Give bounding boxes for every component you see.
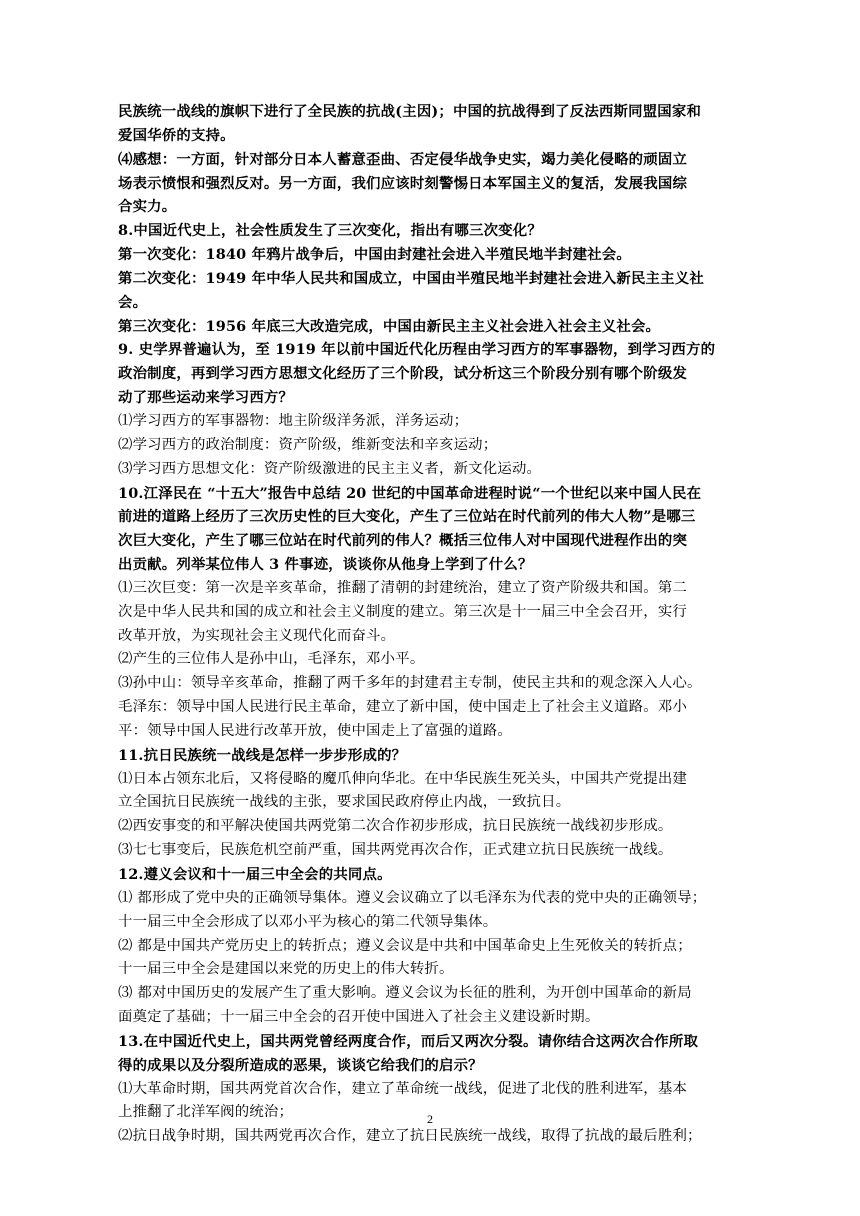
text-line: 第三次变化：1956 年底三大改造完成，中国由新民主主义社会进入社会主义社会。: [118, 317, 661, 335]
text-line: 前进的道路上经历了三次历史性的巨大变化，产生了三位站在时代前列的伟大人物”是哪三: [118, 508, 696, 526]
page-number: 2: [427, 1112, 433, 1126]
text-line: 第二次变化：1949 年中华人民共和国成立，中国由半殖民地半封建社会进入新民主主义社: [118, 269, 704, 287]
text-line: 面奠定了基础；十一届三中全会的召开使中国进入了社会主义建设新时期。: [118, 1009, 600, 1026]
text-line: 改革开放，为实现社会主义现代化而奋斗。: [118, 627, 396, 644]
text-line: 平：领导中国人民进行改革开放，使中国走上了富强的道路。: [118, 722, 512, 739]
text-line: ⑶孙中山：领导辛亥革命，推翻了两千多年的封建君主专制，使民主共和的观念深入人心。: [118, 675, 702, 692]
text-line: ⑶ 都对中国历史的发展产生了重大影响。遵义会议为长征的胜利，为开创中国革命的新局: [118, 985, 692, 1002]
text-line: 得的成果以及分裂所造成的恶果，谈谈它给我们的启示？: [118, 1056, 483, 1074]
text-line: ⑶学习西方思想文化：资产阶级激进的民主主义者，新文化运动。: [118, 460, 542, 477]
text-line: 动了那些运动来学习西方？: [118, 389, 294, 407]
text-line: 上推翻了北洋军阀的统治；: [118, 1104, 294, 1121]
page-body-text: [118, 100, 746, 1149]
text-line: ⑵ 都是中国共产党历史上的转折点；遵义会议是中共和中国革命史上生死攸关的转折点；: [118, 937, 692, 954]
text-line: 立全国抗日民族统一战线的主张，要求国民政府停止内战，一致抗日。: [118, 794, 571, 811]
text-line: 场表示愤恨和强烈反对。另一方面，我们应该时刻警惕日本军国主义的复活，发展我国综: [118, 174, 688, 192]
text-line: ⑴ 都形成了党中央的正确领导集体。遵义会议确立了以毛泽东为代表的党中央的正确领导；: [118, 889, 707, 906]
text-line: 合实力。: [118, 198, 177, 216]
text-line: ⑴大革命时期，国共两党首次合作，建立了革命统一战线，促进了北伐的胜利进军，基本: [118, 1080, 688, 1097]
text-line: ⑵抗日战争时期，国共两党再次合作，建立了抗日民族统一战线，取得了抗战的最后胜利；: [118, 1128, 702, 1145]
text-line: ⑵产生的三位伟人是孙中山，毛泽东，邓小平。: [118, 651, 425, 668]
text-line: ⑵学习西方的政治制度：资产阶级，维新变法和辛亥运动；: [118, 436, 498, 453]
text-line: 次是中华人民共和国的成立和社会主义制度的建立。第三次是十一届三中全会召开，实行: [118, 603, 688, 620]
text-line: 9. 史学界普遍认为，至 1919 年以前中国近代化历程由学习西方的军事器物，到学习西方的: [118, 341, 716, 359]
text-line: 十一届三中全会形成了以邓小平为核心的第二代领导集体。: [118, 913, 498, 930]
text-line: ⑴学习西方的军事器物：地主阶级洋务派，洋务运动；: [118, 412, 469, 429]
text-line: ⑷感想：一方面，针对部分日本人蓄意歪曲、否定侵华战争史实，竭力美化侵略的顽固立: [118, 150, 688, 168]
text-line: 10.江泽民在 “十五大”报告中总结 20 世纪的中国革命进程时说“一个世纪以来中国人民在: [118, 484, 702, 502]
text-line: ⑴三次巨变：第一次是辛亥革命，推翻了清朝的封建统治，建立了资产阶级共和国。第二: [118, 579, 688, 596]
text-line: ⑵西安事变的和平解决使国共两党第二次合作初步形成，抗日民族统一战线初步形成。: [118, 818, 673, 835]
text-line: 12.遵义会议和十一届三中全会的共同点。: [118, 866, 392, 883]
text-line: 民族统一战线的旗帜下进行了全民族的抗战(主因)；中国的抗战得到了反法西斯同盟国家和: [118, 103, 702, 120]
text-line: ⑴日本占领东北后，又将侵略的魔爪伸向华北。在中华民族生死关头，中国共产党提出建: [118, 770, 688, 787]
text-line: 11.抗日民族统一战线是怎样一步步形成的？: [118, 746, 407, 764]
text-line: 会。: [118, 293, 148, 311]
text-line: 毛泽东：领导中国人民进行民主革命，建立了新中国，使中国走上了社会主义道路。邓小: [118, 699, 688, 716]
text-line: 爱国华侨的支持。: [118, 126, 235, 144]
text-line: 13.在中国近代史上，国共两党曾经两度合作，而后又两次分裂。请你结合这两次合作所取: [118, 1032, 699, 1050]
text-line: 8.中国近代史上，社会性质发生了三次变化，指出有哪三次变化？: [118, 222, 542, 240]
text-line: 政治制度，再到学习西方思想文化经历了三个阶段，试分析这三个阶段分别有哪个阶级发: [118, 365, 688, 383]
text-line: 出贡献。列举某位伟人 3 件事迹，谈谈你从他身上学到了什么？: [118, 556, 533, 574]
text-line: ⑶七七事变后，民族危机空前严重，国共两党再次合作，正式建立抗日民族统一战线。: [118, 842, 673, 859]
text-line: 十一届三中全会是建国以来党的历史上的伟大转折。: [118, 961, 454, 978]
text-line: 第一次变化：1840 年鸦片战争后，中国由封建社会进入半殖民地半封建社会。: [118, 246, 631, 264]
text-line: 次巨大变化，产生了哪三位站在时代前列的伟人？概括三位伟人对中国现代进程作出的突: [118, 532, 688, 550]
